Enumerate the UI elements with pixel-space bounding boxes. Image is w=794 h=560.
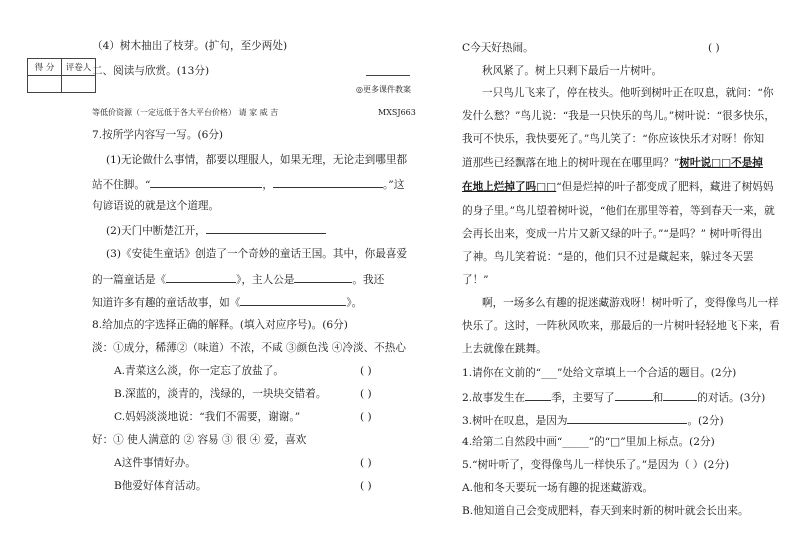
q7-1-blank-1[interactable] (150, 176, 262, 188)
story-p2-h: 了神。鸟儿笑着说：“是的，他们只不过是藏起来，躲过冬天罢 (462, 251, 754, 263)
q7-2-line (106, 222, 326, 238)
q8-dan-meanings: 淡：①成分，稀薄②（味道）不浓，不咸 ③颜色浅 ④冷淡、不热心 (92, 342, 406, 354)
q7-3-blank-3[interactable] (240, 294, 346, 306)
q8-hao-a-answer[interactable]: ( ) (360, 457, 372, 469)
q7-1-b-post: 。”这 (382, 179, 405, 191)
c-line: C今天好热闹。 (462, 42, 534, 54)
rq1: 1.请你在文前的“___”处给文章填上一个合适的题目。(2分) (462, 367, 737, 379)
story-p1: 秋风紧了。树上只剩下最后一片树叶。 (482, 65, 663, 77)
story-p2-g: 会再长出来，变成一片片又新又绿的叶子。”“是吗？” 树叶听得出 (462, 228, 763, 240)
story-p2-i: 了！” (462, 274, 489, 286)
q8-hao-b-answer[interactable]: ( ) (360, 480, 372, 492)
story-p3-c: 上去就像在跳舞。 (462, 343, 547, 355)
story-p2-c: 我可不快乐，我快要死了。”鸟儿笑了：“你应该快乐才对呀！你知 (462, 133, 765, 145)
story-p3-a: 啊，一场多么有趣的捉迷藏游戏呀！树叶听了，变得像鸟儿一样 (482, 297, 779, 309)
q7-2-text: (2)天门中断楚江开， (106, 225, 206, 237)
q7-1-line-b (92, 176, 404, 192)
q7-1-b-pre: 站不住脚。“ (92, 179, 151, 191)
section2-title: 二、阅读与欣赏。(13分) (92, 65, 210, 77)
story-p2-d (462, 156, 763, 170)
rq2-d: 的对话。(3分) (697, 392, 766, 404)
q7-2-blank[interactable] (206, 222, 326, 234)
rq2-b: 季，主要写了 (551, 392, 615, 404)
rq3 (462, 412, 724, 428)
grader-label: 评卷人 (62, 59, 96, 76)
q7-3-line-b (92, 271, 384, 287)
title-blank (366, 75, 410, 76)
rq5: 5.“树叶听了，变得像鸟儿一样快乐了。”是因为（ ）(2分) (462, 459, 730, 471)
rq5-option-a[interactable]: A.他和冬天要玩一场有趣的捉迷藏游戏。 (462, 482, 654, 494)
q8-dan-a: A.青菜这么淡，你一定忘了放盐了。 (114, 365, 284, 377)
story-p2-b: 发什么愁？”鸟儿说：“我是一只快乐的鸟儿。”树叶说：“很多快乐， (462, 110, 775, 122)
rq3-a: 3.树叶在叹息，是因为 (462, 415, 568, 427)
rq2-c: 和 (652, 392, 664, 404)
story-p3-b: 快乐了。这时，一阵秋风吹来，那最后的一片树叶轻轻地飞下来，看 (462, 320, 780, 332)
story-underlined-1: 树叶说□□不是掉 (679, 157, 763, 169)
q7-3-blank-1[interactable] (166, 271, 236, 283)
rq2-blank-2[interactable] (615, 389, 653, 401)
story-p2-e (462, 180, 773, 194)
rq2 (462, 389, 765, 405)
rq2-blank-3[interactable] (663, 389, 697, 401)
rq2-a: 2.故事发生在 (462, 392, 526, 404)
rq4: 4.给第二自然段中画“_____”的“□”里加上标点。(2分) (462, 436, 715, 448)
q7-3-b-pre: 的一篇童话是《 (92, 274, 167, 286)
ad-code: MXSJ663 (378, 108, 416, 117)
q7-1-line-c: 句谚语说的就是这个道理。 (92, 200, 220, 212)
story-p2-a: 一只鸟儿飞来了，停在枝头。他听到树叶正在叹息，就问：“你 (482, 87, 774, 99)
q7-3-line-c (92, 294, 362, 310)
q7-3-blank-2[interactable] (294, 271, 352, 283)
grader-cell[interactable] (62, 76, 96, 93)
q4-line: （4）树木抽出了枝芽。(扩句，至少两处) (92, 40, 288, 52)
rq3-b: 。(2分) (687, 415, 724, 427)
score-cell[interactable] (28, 76, 62, 93)
q8-dan-b-answer[interactable]: ( ) (360, 388, 372, 400)
q7-3-line-a: (3)《安徒生童话》创造了一个奇妙的童话王国。其中，你最喜爱 (106, 248, 408, 260)
ad-line: 等低价资源（一定远低于各大平台价格） 请 家 威 吉 (92, 108, 279, 117)
story-p2-d-pre: 道那些已经飘落在地上的树叶现在在哪里吗？” (462, 157, 680, 169)
q7-1-b-mid: ， (262, 179, 273, 191)
q8-dan-b: B.深蓝的，淡青的，浅绿的，一块块交错着。 (114, 388, 327, 400)
rq2-blank-1[interactable] (525, 389, 551, 401)
story-p2-e-post: “但是烂掉的叶子都变成了肥料，藏进了树妈妈 (556, 181, 774, 193)
q8-dan-c-answer[interactable]: ( ) (360, 411, 372, 423)
q8-hao-b: B他爱好体育活动。 (114, 480, 207, 492)
q7-3-c-pre: 知道许多有趣的童话故事，如《 (92, 297, 241, 309)
story-p2-f: 的身子里。”鸟儿望着树叶说，“他们在那里等着，等到春天一来，就 (462, 205, 775, 217)
q8-title: 8.给加点的字选择正确的解释。(填入对应序号)。(6分) (92, 319, 348, 331)
rq3-blank[interactable] (567, 412, 687, 424)
story-underlined-2: 在地上烂掉了吗□□ (462, 181, 557, 193)
q7-3-b-mid: 》，主人公是 (236, 274, 295, 286)
score-box (27, 58, 96, 93)
c-line-answer[interactable]: ( ) (708, 42, 720, 54)
q7-1-blank-2[interactable] (273, 176, 383, 188)
q8-hao-meanings: 好：① 使人满意的 ② 容易 ③ 很 ④ 爱，喜欢 (92, 434, 307, 446)
q7-3-c-post: 》。 (346, 297, 363, 309)
q8-dan-c: C.妈妈淡淡地说：“我们不需要，谢谢。” (114, 411, 301, 423)
q7-title: 7.按所学内容写一写。(6分) (92, 129, 224, 141)
q7-3-b-post: 。我还 (352, 274, 385, 286)
ad-tag: ◎更多课件教案 (356, 85, 411, 94)
q7-1-line-a: (1)无论做什么事情，都要以理服人，如果无理，无论走到哪里都 (106, 154, 408, 166)
q8-dan-a-answer[interactable]: ( ) (360, 365, 372, 377)
score-label: 得 分 (28, 59, 62, 76)
rq5-option-b[interactable]: B.他知道自己会变成肥料，春天到来时新的树叶就会长出来。 (462, 505, 749, 517)
q8-hao-a: A这件事情好办。 (114, 457, 196, 469)
